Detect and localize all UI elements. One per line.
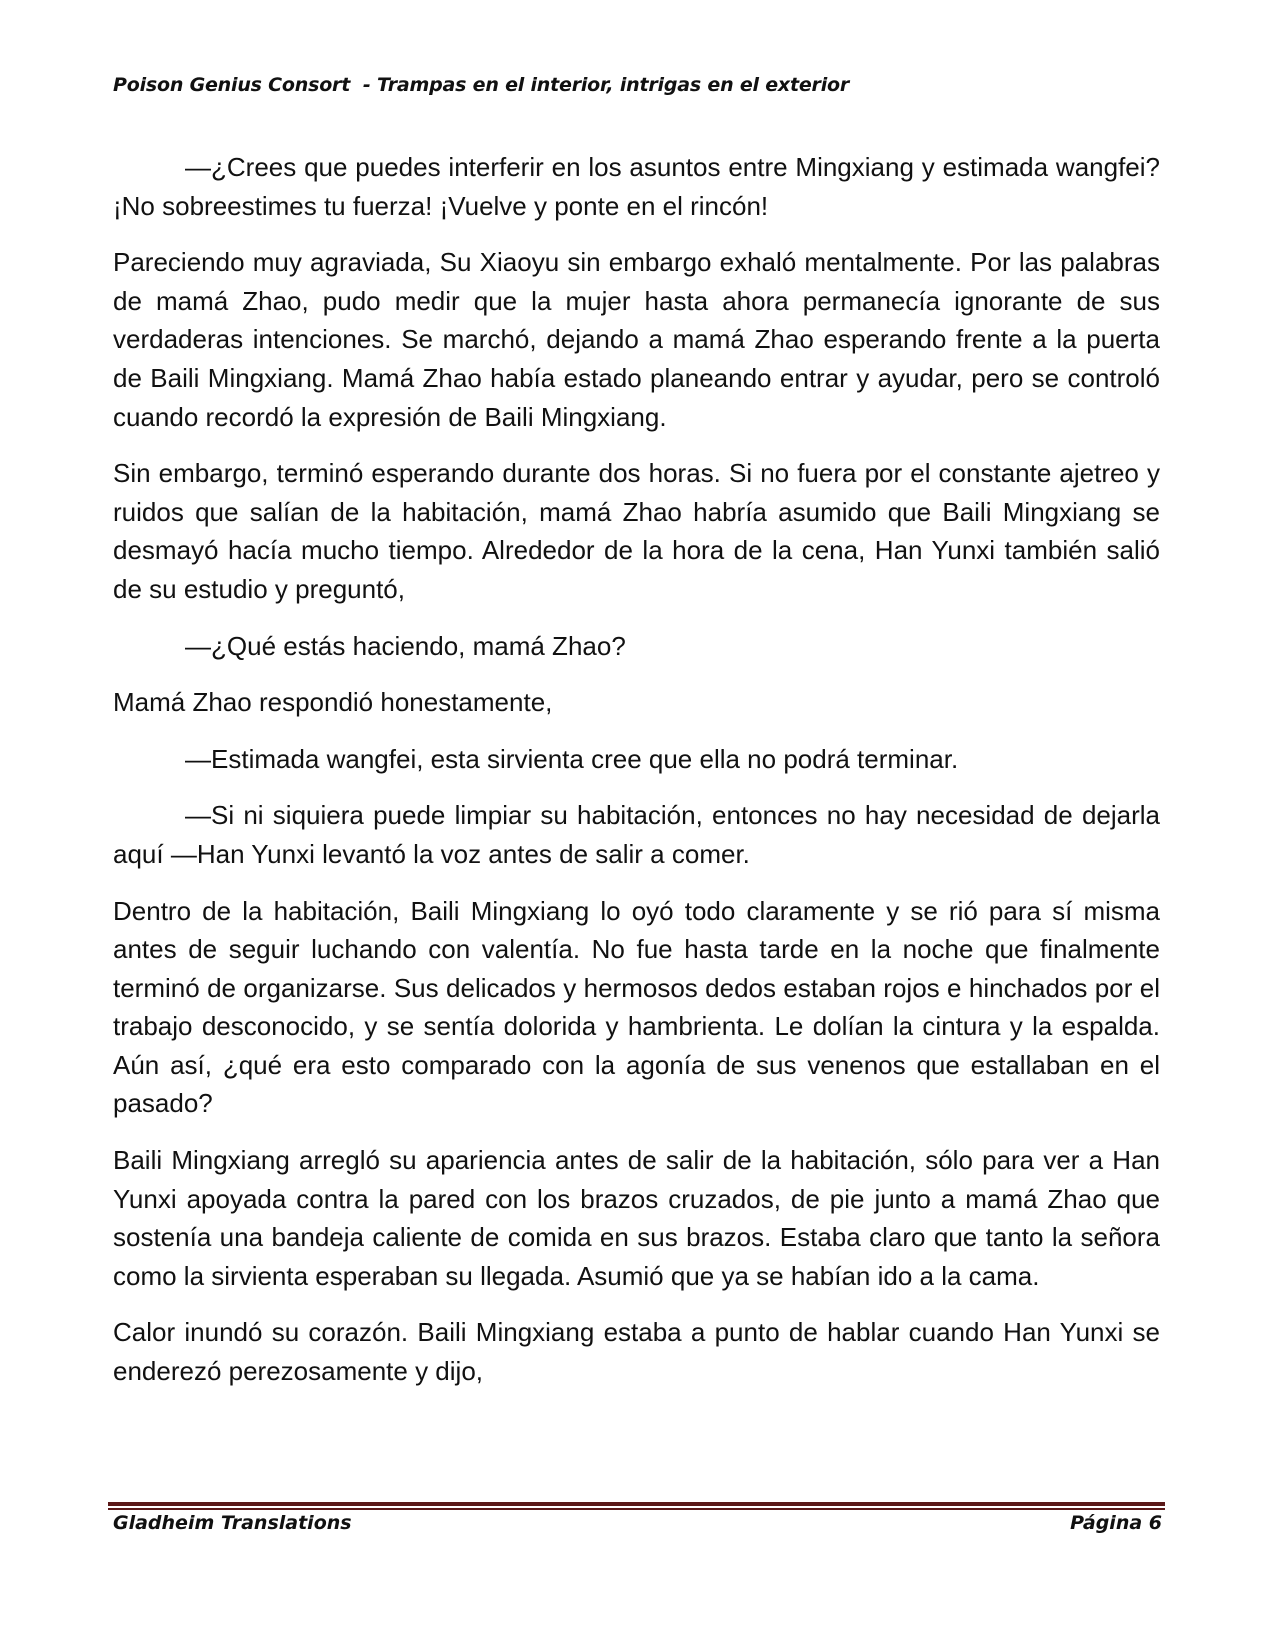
footer-rule-thick: [108, 1502, 1165, 1506]
paragraph: Sin embargo, terminó esperando durante dos horas. Si no fuera por el constante ajetreo y ruidos que salían de la habitación, mamá Zhao habría asumido que Baili Mingxiang se desmayó hacía mucho tiempo. Alrededor de la hora de la cena, Han Yunxi también salió de su estudio y preguntó,: [113, 458, 1160, 604]
paragraph: —Si ni siquiera puede limpiar su habitación, entonces no hay necesidad de dejarla aquí —Han Yunxi levantó la voz antes de salir a comer.: [113, 800, 1160, 869]
footer-divider: [108, 1502, 1165, 1510]
paragraph: Baili Mingxiang arregló su apariencia antes de salir de la habitación, sólo para ver a Han Yunxi apoyada contra la pared con los brazos cruzados, de pie junto a mamá Zhao que sostenía una bandeja caliente de comida en sus brazos. Estaba claro que tanto la señora como la sirvienta esperaban su llegada. Asumió que ya se habían ido a la cama.: [113, 1145, 1160, 1291]
running-header: Poison Genius Consort - Trampas en el interior, intrigas en el exterior: [113, 74, 850, 96]
footer-publisher: Gladheim Translations: [113, 1512, 352, 1534]
paragraph: —¿Crees que puedes interferir en los asuntos entre Mingxiang y estimada wangfei? ¡No sobreestimes tu fuerza! ¡Vuelve y ponte en el rincón!: [113, 152, 1160, 221]
paragraph: Dentro de la habitación, Baili Mingxiang lo oyó todo claramente y se rió para sí misma antes de seguir luchando con valentía. No fue hasta tarde en la noche que finalmente terminó de organizarse. Sus delicados y hermosos dedos estaban rojos e hinchados por el trabajo desconocido, y se sentía dolorida y hambrienta. Le dolían la cintura y la espalda. Aún así, ¿qué era esto comparado con la agonía de sus venenos que estallaban en el pasado?: [113, 895, 1160, 1119]
paragraph: Mamá Zhao respondió honestamente,: [113, 687, 553, 718]
body-text: [113, 148, 1160, 1409]
paragraph: Pareciendo muy agraviada, Su Xiaoyu sin embargo exhaló mentalmente. Por las palabras de mamá Zhao, pudo medir que la mujer hasta ahora permanecía ignorante de sus verdaderas intenciones. Se marchó, dejando a mamá Zhao esperando frente a la puerta de Baili Mingxiang. Mamá Zhao había estado planeando entrar y ayudar, pero se controló cuando recordó la expresión de Baili Mingxiang.: [113, 247, 1160, 432]
paragraph: —Estimada wangfei, esta sirvienta cree que ella no podrá terminar.: [185, 743, 959, 774]
footer-rule-thin: [108, 1508, 1165, 1510]
paragraph: Calor inundó su corazón. Baili Mingxiang estaba a punto de hablar cuando Han Yunxi se enderezó perezosamente y dijo,: [113, 1317, 1160, 1387]
page-number: Página 6: [1070, 1512, 1162, 1534]
paragraph: —¿Qué estás haciendo, mamá Zhao?: [185, 630, 626, 661]
